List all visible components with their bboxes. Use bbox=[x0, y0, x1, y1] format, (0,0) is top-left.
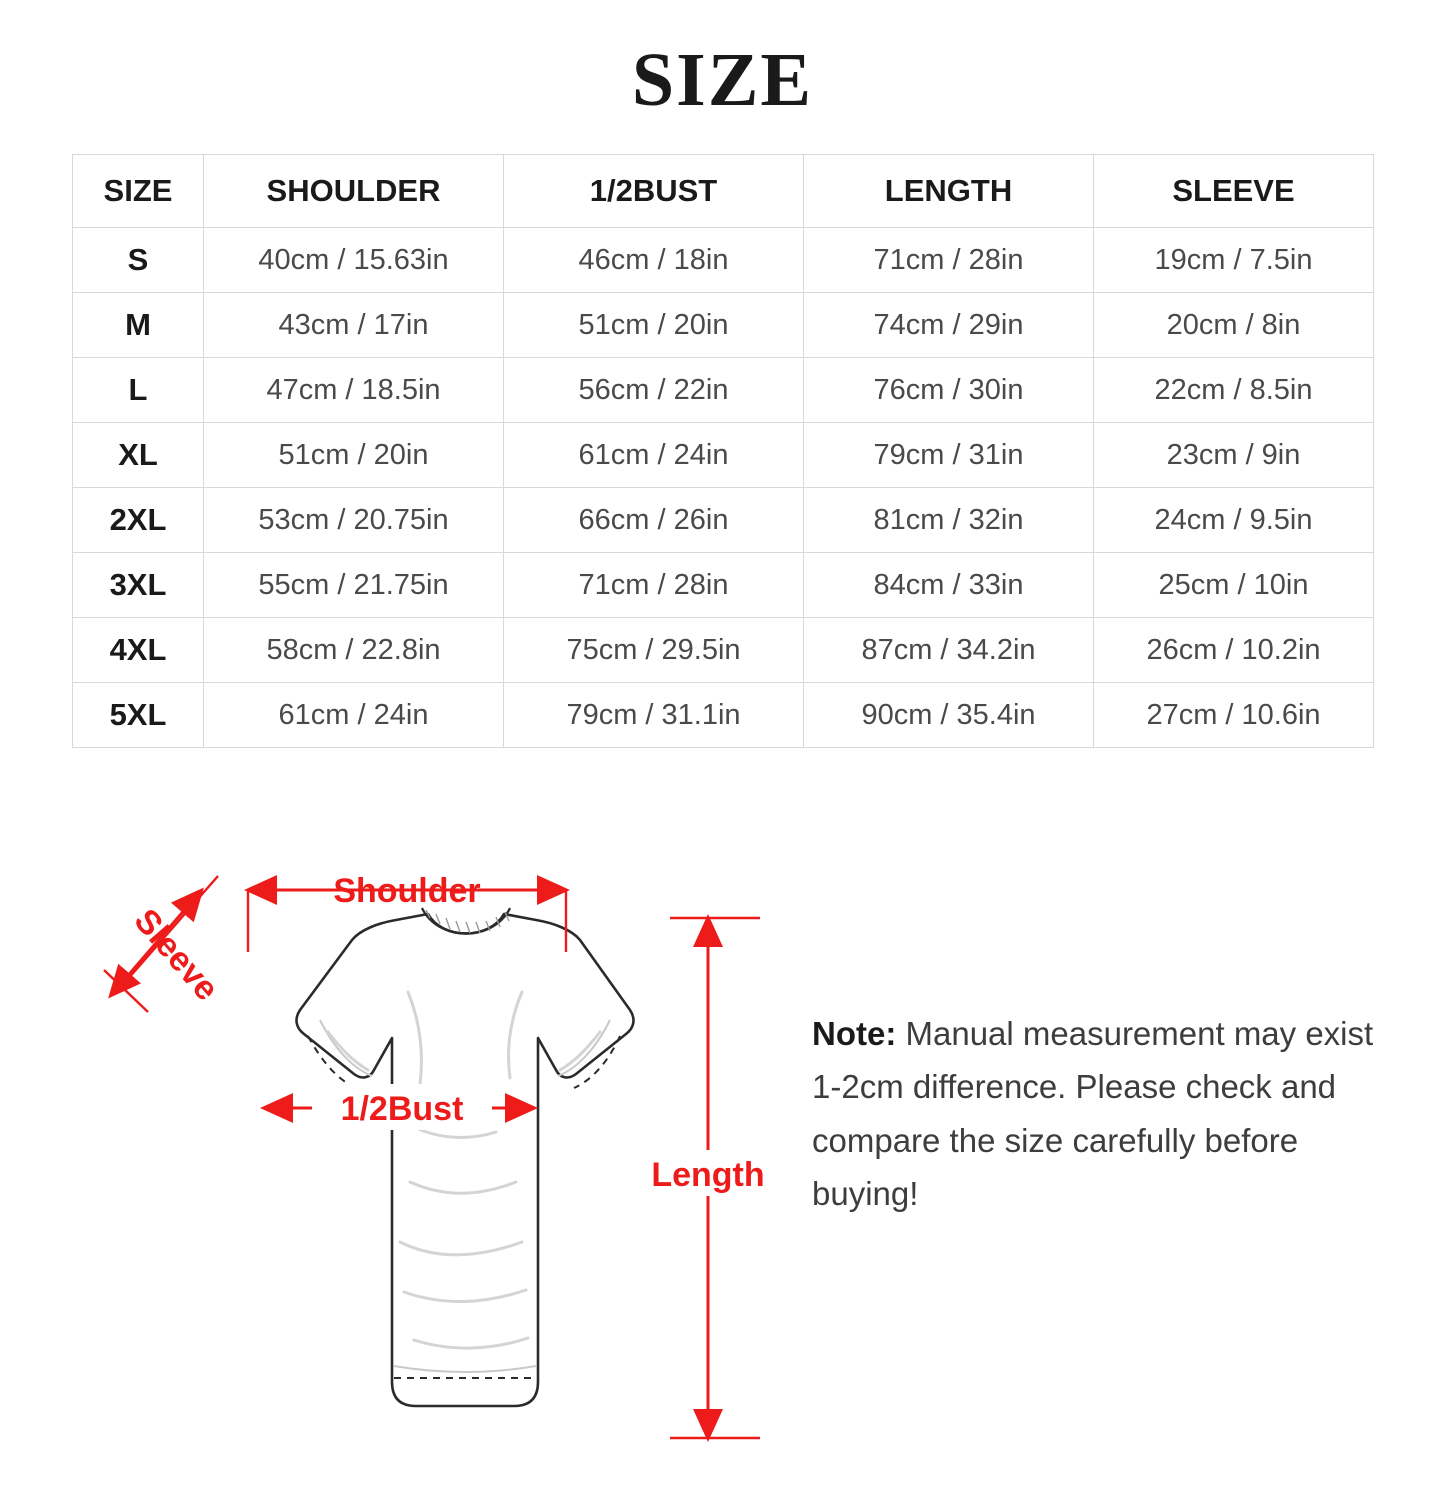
cell-size: 2XL bbox=[73, 488, 204, 553]
column-header-size: SIZE bbox=[73, 155, 204, 228]
table-row bbox=[73, 293, 1374, 358]
cell-length: 71cm / 28in bbox=[804, 228, 1094, 293]
cell-bust: 46cm / 18in bbox=[504, 228, 804, 293]
cell-shoulder: 47cm / 18.5in bbox=[204, 358, 504, 423]
note-block bbox=[812, 1007, 1392, 1221]
cell-length: 74cm / 29in bbox=[804, 293, 1094, 358]
cell-shoulder: 58cm / 22.8in bbox=[204, 618, 504, 683]
tshirt-outline bbox=[297, 908, 634, 1406]
cell-bust: 61cm / 24in bbox=[504, 423, 804, 488]
cell-sleeve: 23cm / 9in bbox=[1094, 423, 1374, 488]
cell-sleeve: 27cm / 10.6in bbox=[1094, 683, 1374, 748]
cell-bust: 56cm / 22in bbox=[504, 358, 804, 423]
cell-bust: 51cm / 20in bbox=[504, 293, 804, 358]
cell-length: 87cm / 34.2in bbox=[804, 618, 1094, 683]
column-header-bust: 1/2BUST bbox=[504, 155, 804, 228]
sleeve-measure-annotation bbox=[104, 876, 226, 1012]
table-row bbox=[73, 553, 1374, 618]
cell-bust: 71cm / 28in bbox=[504, 553, 804, 618]
cell-size: 4XL bbox=[73, 618, 204, 683]
shoulder-label: Shoulder bbox=[333, 872, 481, 910]
cell-size: 5XL bbox=[73, 683, 204, 748]
table-row bbox=[73, 488, 1374, 553]
cell-shoulder: 51cm / 20in bbox=[204, 423, 504, 488]
cell-shoulder: 53cm / 20.75in bbox=[204, 488, 504, 553]
cell-length: 79cm / 31in bbox=[804, 423, 1094, 488]
table-row bbox=[73, 228, 1374, 293]
cell-length: 84cm / 33in bbox=[804, 553, 1094, 618]
table-row bbox=[73, 618, 1374, 683]
measurement-diagram bbox=[0, 812, 1445, 1487]
note-prefix: Note: bbox=[812, 1015, 897, 1052]
cell-sleeve: 19cm / 7.5in bbox=[1094, 228, 1374, 293]
table-row bbox=[73, 358, 1374, 423]
length-measure-annotation bbox=[651, 918, 764, 1438]
cell-length: 76cm / 30in bbox=[804, 358, 1094, 423]
table-row bbox=[73, 423, 1374, 488]
cell-sleeve: 26cm / 10.2in bbox=[1094, 618, 1374, 683]
cell-size: M bbox=[73, 293, 204, 358]
cell-size: L bbox=[73, 358, 204, 423]
size-chart-table bbox=[72, 154, 1374, 748]
table-header-row bbox=[73, 155, 1374, 228]
cell-length: 81cm / 32in bbox=[804, 488, 1094, 553]
length-label: Length bbox=[651, 1156, 765, 1194]
cell-shoulder: 55cm / 21.75in bbox=[204, 553, 504, 618]
cell-sleeve: 22cm / 8.5in bbox=[1094, 358, 1374, 423]
size-table-container bbox=[72, 154, 1373, 748]
cell-sleeve: 24cm / 9.5in bbox=[1094, 488, 1374, 553]
tshirt-diagram-svg bbox=[60, 822, 820, 1482]
column-header-sleeve: SLEEVE bbox=[1094, 155, 1374, 228]
cell-size: S bbox=[73, 228, 204, 293]
page-title: SIZE bbox=[631, 38, 814, 122]
column-header-length: LENGTH bbox=[804, 155, 1094, 228]
note-text: Manual measurement may exist 1-2cm difference. Please check and compare the size carefully before buying! bbox=[812, 1015, 1374, 1213]
cell-length: 90cm / 35.4in bbox=[804, 683, 1094, 748]
cell-sleeve: 20cm / 8in bbox=[1094, 293, 1374, 358]
cell-bust: 66cm / 26in bbox=[504, 488, 804, 553]
table-row bbox=[73, 683, 1374, 748]
cell-size: XL bbox=[73, 423, 204, 488]
cell-size: 3XL bbox=[73, 553, 204, 618]
cell-bust: 75cm / 29.5in bbox=[504, 618, 804, 683]
bust-label: 1/2Bust bbox=[340, 1090, 464, 1128]
cell-shoulder: 61cm / 24in bbox=[204, 683, 504, 748]
sleeve-label: Sleeve bbox=[126, 901, 226, 1008]
cell-bust: 79cm / 31.1in bbox=[504, 683, 804, 748]
column-header-shoulder: SHOULDER bbox=[204, 155, 504, 228]
cell-sleeve: 25cm / 10in bbox=[1094, 553, 1374, 618]
cell-shoulder: 43cm / 17in bbox=[204, 293, 504, 358]
cell-shoulder: 40cm / 15.63in bbox=[204, 228, 504, 293]
